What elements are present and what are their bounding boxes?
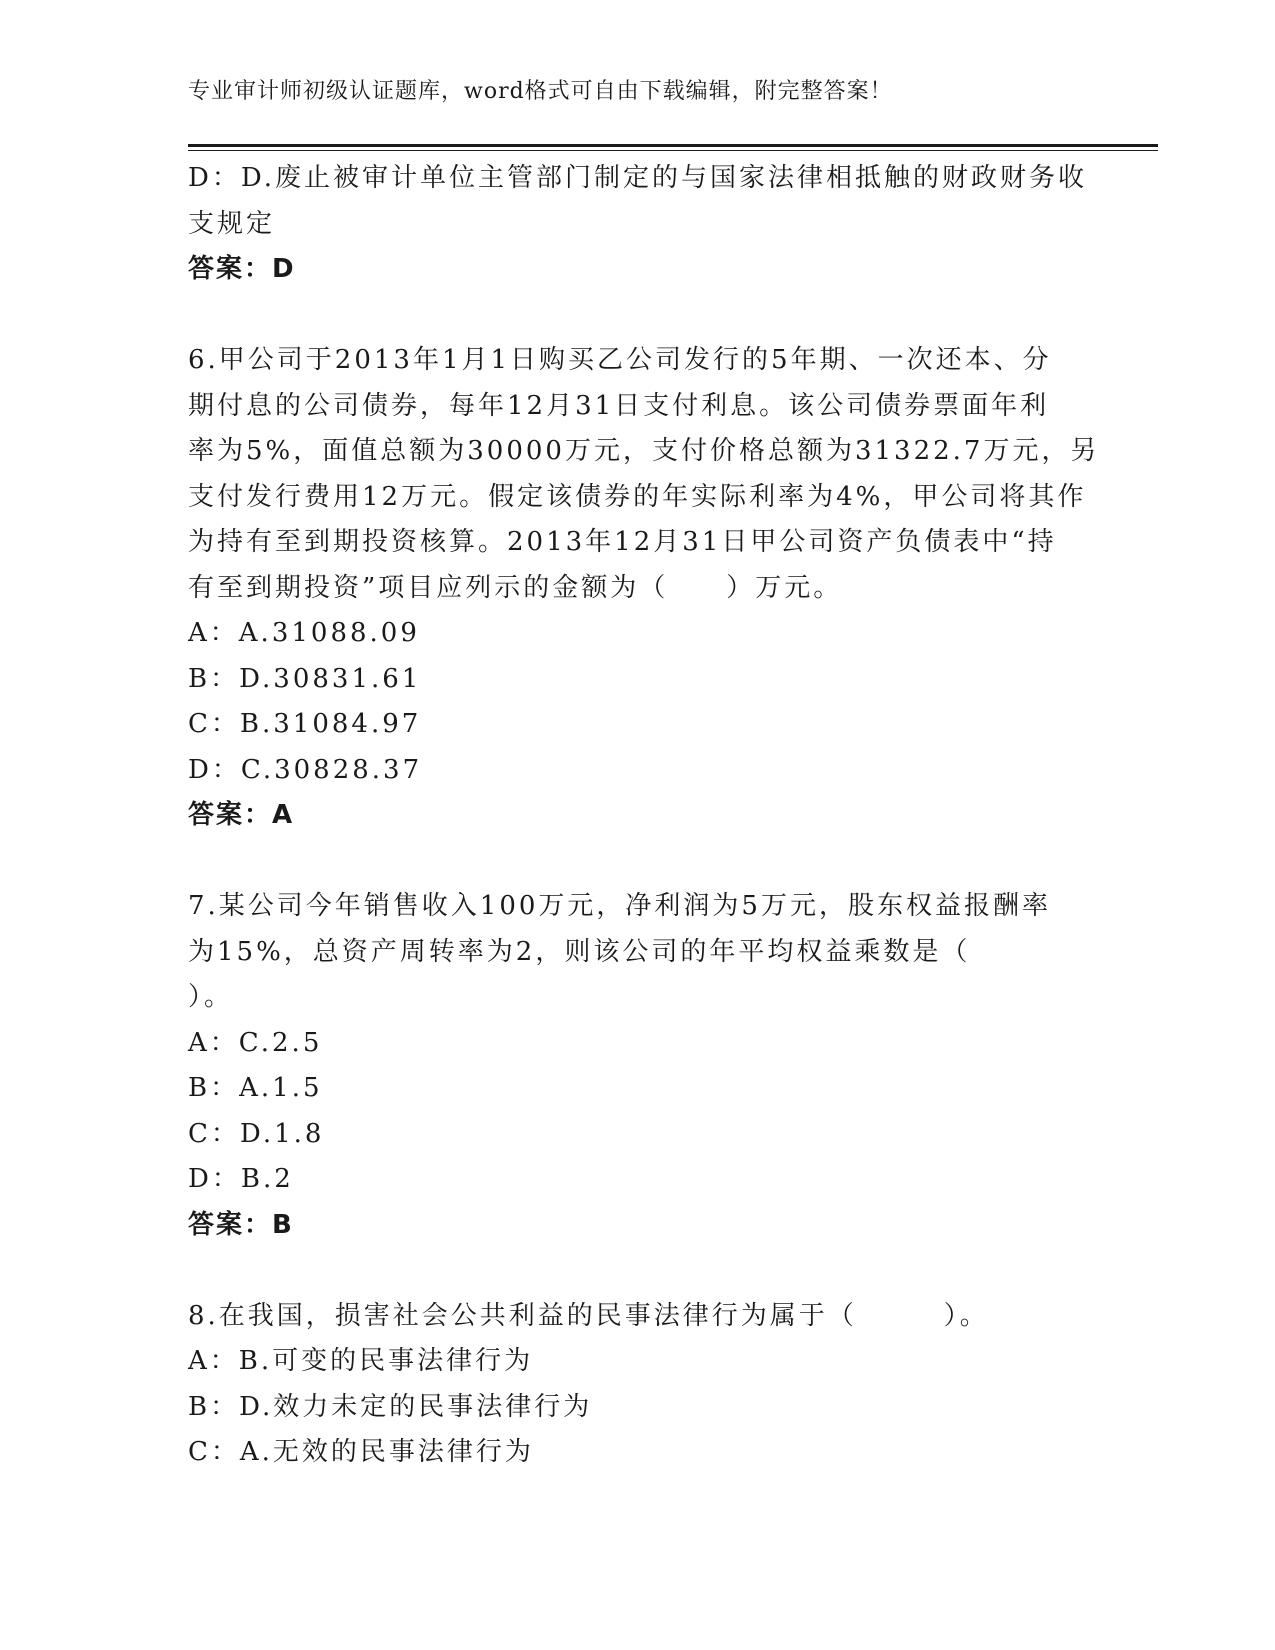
question-stem-line: 期付息的公司债券，每年12月31日支付利息。该公司债券票面年利 — [188, 390, 1050, 421]
question-content — [188, 156, 1100, 1476]
question-7 — [188, 884, 1088, 1248]
option-d-continued: 支规定 — [188, 208, 276, 239]
question-stem-line: 为15%，总资产周转率为2，则该公司的年平均权益乘数是（ — [188, 936, 971, 967]
question-stem-line: 有至到期投资”项目应列示的金额为（ ）万元。 — [188, 572, 843, 603]
question-8 — [188, 1294, 1088, 1476]
option-c: C：D.1.8 — [188, 1118, 325, 1149]
spacer — [188, 1248, 1088, 1294]
option-a: A：B.可变的民事法律行为 — [188, 1346, 534, 1376]
option-d: D：D.废止被审计单位主管部门制定的与国家法律相抵触的财政财务收 — [188, 163, 1088, 193]
question-5-tail — [188, 156, 1088, 293]
answer-line: 答案：B — [188, 1209, 294, 1240]
header-divider-thick — [188, 144, 1158, 147]
option-b: B：A.1.5 — [188, 1073, 323, 1103]
question-6 — [188, 338, 1100, 839]
option-c: C：A.无效的民事法律行为 — [188, 1437, 534, 1467]
spacer — [188, 839, 1088, 885]
option-a: A：A.31088.09 — [188, 618, 420, 648]
option-d: D：B.2 — [188, 1164, 294, 1194]
question-stem-line: 为持有至到期投资核算。2013年12月31日甲公司资产负债表中“持 — [188, 527, 1057, 557]
question-stem-line: 支付发行费用12万元。假定该债券的年实际利率为4%，甲公司将其作 — [188, 481, 1087, 512]
page-header: 专业审计师初级认证题库，word格式可自由下载编辑，附完整答案！ — [188, 79, 893, 104]
option-d: D：C.30828.37 — [188, 754, 423, 785]
option-b: B：D.效力未定的民事法律行为 — [188, 1391, 593, 1422]
header-divider-thin — [188, 150, 1158, 151]
answer-line: 答案：A — [188, 800, 295, 830]
answer-line: 答案：D — [188, 254, 296, 284]
question-stem-line: 6.甲公司于2013年1月1日购买乙公司发行的5年期、一次还本、分 — [188, 345, 1052, 375]
question-stem-line: 率为5%，面值总额为30000万元，支付价格总额为31322.7万元，另 — [188, 436, 1100, 466]
option-b: B：D.30831.61 — [188, 663, 422, 694]
question-stem-line: 7.某公司今年销售收入100万元，净利润为5万元，股东权益报酬率 — [188, 891, 1051, 921]
question-stem-line: 8.在我国，损害社会公共利益的民事法律行为属于（ ）。 — [188, 1300, 989, 1331]
question-stem-line: ）。 — [188, 982, 234, 1012]
option-a: A：C.2.5 — [188, 1027, 323, 1058]
option-c: C：B.31084.97 — [188, 709, 422, 739]
spacer — [188, 293, 1088, 339]
